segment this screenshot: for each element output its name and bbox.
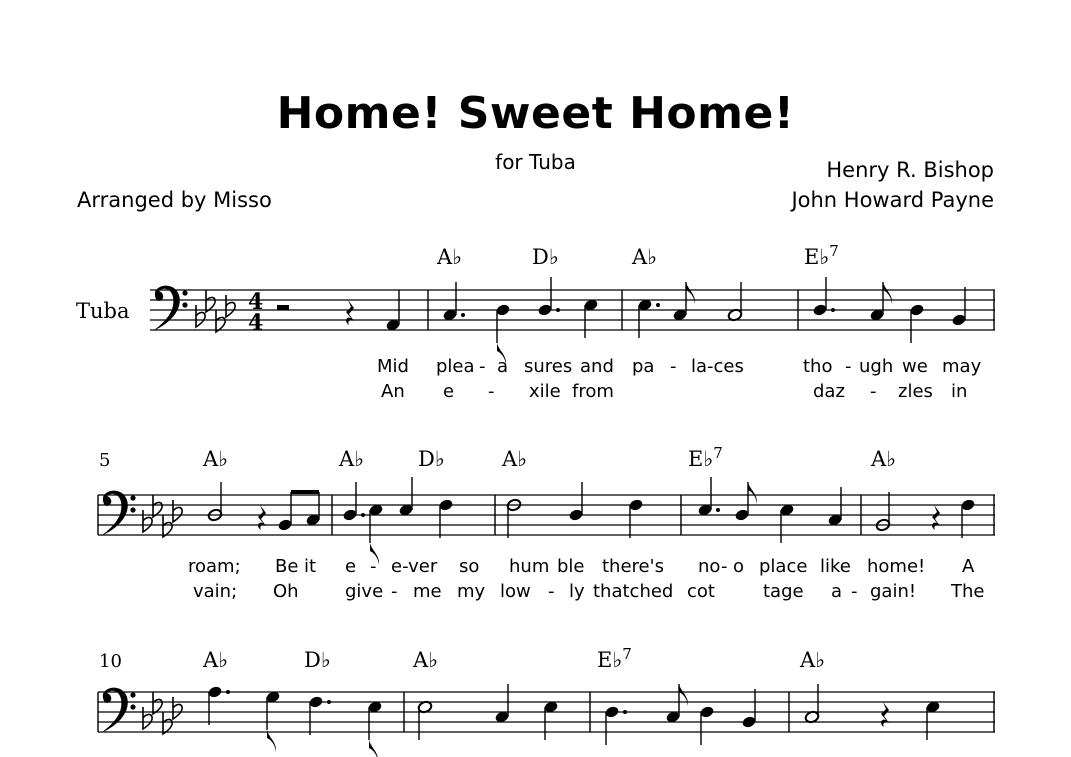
lyric-syllable: in [951, 381, 968, 402]
lyric-syllable: plea [436, 356, 475, 377]
lyric-syllable: Oh [273, 581, 299, 602]
note [734, 482, 757, 522]
staff-lines [98, 692, 995, 732]
lyric-syllable: xile [529, 381, 561, 402]
lyric-syllable: and [580, 356, 614, 377]
note [398, 477, 414, 517]
chord-symbol: A♭ [632, 245, 658, 269]
lyric-syllable: place [759, 556, 808, 577]
beamed-eighths [277, 490, 321, 532]
note [741, 689, 757, 729]
lyric-syllable: - [670, 356, 677, 377]
lyric-syllable: we [902, 356, 928, 377]
lyric-syllable: cot [687, 581, 715, 602]
note [951, 287, 967, 327]
lyric-syllable: - [845, 356, 852, 377]
note [583, 298, 599, 338]
lyrics-verse-1 [188, 556, 975, 577]
lyric-syllable: o [733, 556, 745, 577]
quarter-rest [932, 505, 940, 530]
time-signature-top: 4 [248, 289, 264, 315]
lyric-syllable: - [851, 581, 858, 602]
note [265, 690, 281, 752]
lyric-syllable: so [459, 556, 480, 577]
chord-symbol: A♭ [437, 245, 463, 269]
chord-symbol: D♭ [304, 648, 331, 672]
lyric-syllable: daz [813, 381, 845, 402]
bass-clef-icon [101, 491, 136, 536]
note [637, 298, 660, 338]
note [367, 700, 383, 757]
lyric-syllable: An [381, 381, 405, 402]
lyric-syllable: ble [557, 556, 585, 577]
lyric-syllable: ugh [859, 356, 894, 377]
key-signature [196, 290, 235, 332]
lyric-syllable: tage [763, 581, 804, 602]
lyric-syllable: low [500, 581, 531, 602]
lyric-syllable: - [370, 556, 377, 577]
lyric-syllable: zles [898, 381, 933, 402]
chord-symbol: D♭ [418, 447, 445, 471]
lyric-syllable: The [951, 581, 985, 602]
chord-symbol: E♭$^7$ [597, 645, 632, 672]
note [568, 482, 584, 522]
lyric-syllable: tho [803, 356, 833, 377]
chord-symbol: E♭$^7$ [688, 444, 723, 471]
system-3 [98, 645, 995, 757]
bass-clef-icon [101, 688, 136, 733]
system-2 [98, 444, 995, 602]
lyric-syllable: it [304, 556, 317, 577]
chord-symbol: A♭ [871, 447, 897, 471]
composer-credit: Henry R. Bishop [826, 158, 994, 182]
time-signature-bottom: 4 [248, 310, 264, 336]
lyric-syllable: hum [509, 556, 550, 577]
lyric-syllable: give [345, 581, 384, 602]
note [417, 700, 433, 740]
chord-symbol: E♭$^7$ [804, 242, 839, 269]
measure-number: 10 [99, 651, 122, 672]
instrument-name: Tuba [76, 299, 130, 323]
measure-number: 5 [99, 450, 111, 471]
lyric-syllable: thatched [593, 581, 674, 602]
note [537, 277, 560, 317]
quarter-rest [881, 702, 889, 727]
lyric-syllable: there's [602, 556, 664, 577]
note [909, 303, 925, 343]
lyric-syllable: - [479, 356, 486, 377]
note [697, 477, 720, 517]
lyric-syllable: - [721, 556, 728, 577]
note [812, 277, 835, 317]
note [438, 498, 454, 538]
lyric-syllable: e [443, 381, 455, 402]
note [342, 482, 365, 522]
note [207, 685, 230, 725]
lyric-syllable: a [497, 356, 509, 377]
lyric-syllable: sures [524, 356, 573, 377]
key-signature [143, 692, 182, 734]
note [506, 498, 522, 538]
note [494, 684, 510, 724]
lyrics-verse-1 [377, 356, 982, 377]
note [727, 282, 743, 322]
lyric-syllable: a [831, 581, 843, 602]
lyric-syllable: home! [867, 556, 926, 577]
note [308, 695, 331, 735]
half-rest [277, 305, 289, 310]
lyric-syllable: from [572, 381, 614, 402]
note [604, 705, 627, 745]
staff-lines [150, 290, 995, 330]
note [827, 487, 843, 527]
system-1 [76, 242, 995, 402]
lyric-syllable: my [457, 581, 486, 602]
note [869, 282, 892, 322]
lyric-syllable: - [488, 381, 495, 402]
lyric-syllable: pa [632, 356, 655, 377]
note [925, 700, 941, 740]
note [779, 503, 795, 543]
score-subtitle: for Tuba [495, 150, 576, 174]
chord-symbol: A♭ [339, 447, 365, 471]
chord-symbol: A♭ [203, 648, 229, 672]
lyric-syllable: gain! [870, 581, 917, 602]
note [207, 482, 223, 522]
lyric-syllable: roam; [188, 556, 241, 577]
note [385, 290, 401, 332]
note [875, 492, 891, 532]
lyricist-credit: John Howard Payne [791, 188, 994, 212]
lyric-syllable: A [962, 556, 975, 577]
lyric-syllable: e [345, 556, 357, 577]
lyrics-verse-2 [381, 381, 967, 402]
lyric-syllable: - [391, 581, 398, 602]
lyric-syllable: no [698, 556, 721, 577]
note [442, 282, 465, 322]
note [699, 705, 715, 745]
lyric-syllable: me [413, 581, 442, 602]
lyric-syllable: Be [275, 556, 299, 577]
lyric-syllable: - [548, 581, 555, 602]
note [665, 684, 688, 724]
lyric-syllable: - [870, 381, 877, 402]
note [960, 498, 976, 538]
chord-symbol: A♭ [203, 447, 229, 471]
lyric-syllable: may [942, 356, 982, 377]
quarter-rest [346, 300, 354, 325]
lyric-syllable: e-ver [391, 556, 438, 577]
lyric-syllable: Mid [377, 356, 409, 377]
note [804, 684, 820, 724]
note [628, 498, 644, 538]
note [672, 282, 695, 322]
score-title: Home! Sweet Home! [276, 88, 795, 139]
lyric-syllable: vain; [193, 581, 238, 602]
bass-clef-icon [153, 286, 188, 331]
quarter-rest [258, 505, 266, 530]
lyrics-verse-2 [193, 581, 984, 602]
note [543, 700, 559, 740]
lyric-syllable: la-ces [691, 356, 744, 377]
chord-symbol: A♭ [800, 648, 826, 672]
lyric-syllable: like [820, 556, 851, 577]
arranger-credit: Arranged by Misso [77, 188, 272, 212]
chord-symbol: A♭ [502, 447, 528, 471]
key-signature [143, 495, 182, 537]
chord-symbol: A♭ [413, 648, 439, 672]
lyric-syllable: ly [569, 581, 585, 602]
chord-symbol: D♭ [532, 245, 559, 269]
